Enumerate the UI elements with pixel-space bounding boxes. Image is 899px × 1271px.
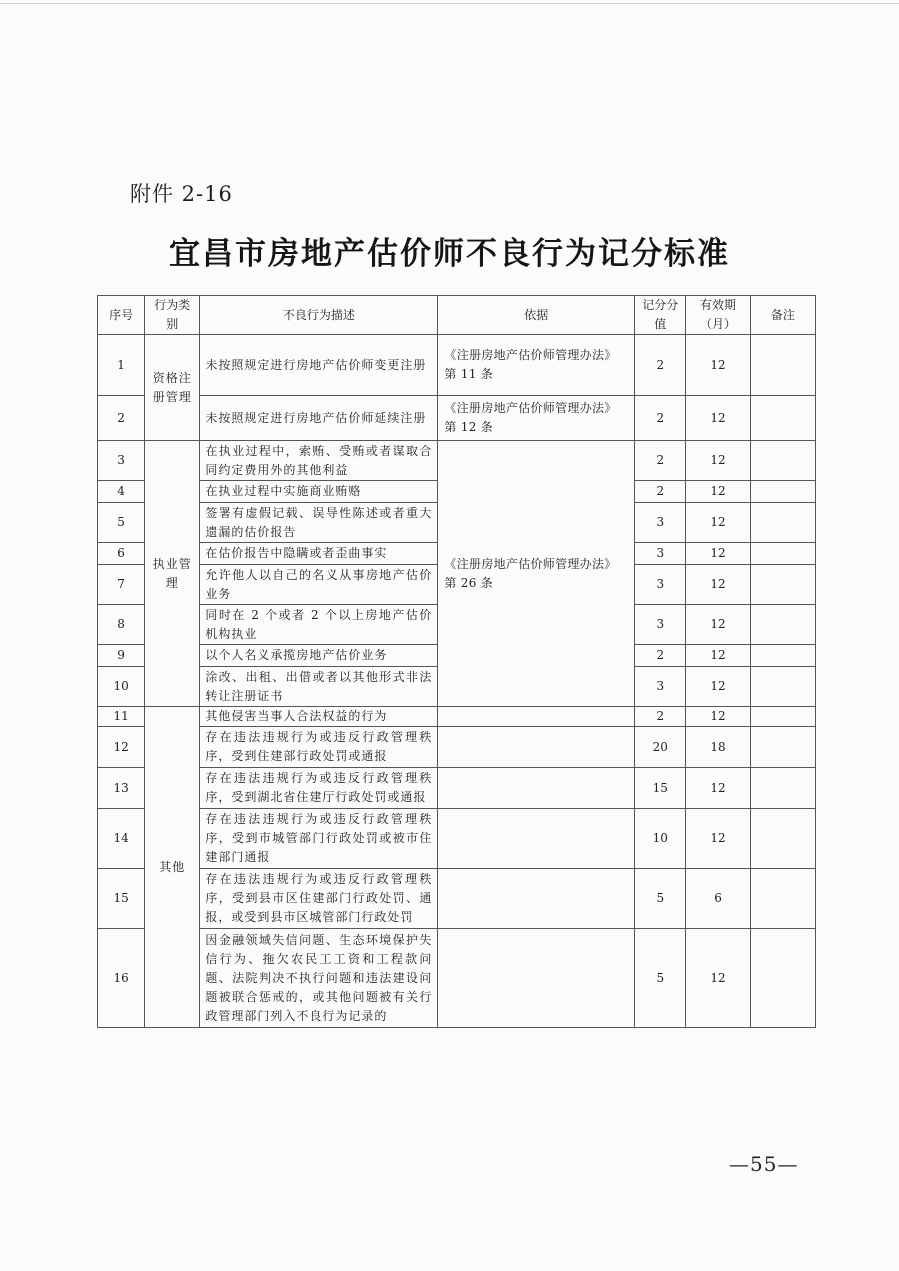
cell-basis: 《注册房地产估价师管理办法》第 11 条 (438, 335, 635, 396)
cell-remarks (750, 503, 815, 543)
cell-description: 以个人名义承揽房地产估价业务 (200, 645, 438, 667)
cell-validity: 12 (686, 543, 750, 565)
cell-basis (438, 707, 635, 727)
cell-description: 未按照规定进行房地产估价师延续注册 (200, 396, 438, 441)
cell-description: 存在违法违规行为或违反行政管理秩序，受到市城管部门行政处罚或被市住建部门通报 (200, 809, 438, 869)
cell-seq: 12 (98, 727, 145, 768)
cell-validity: 12 (686, 809, 750, 869)
table-row (98, 396, 816, 441)
cell-remarks (750, 565, 815, 605)
cell-points: 3 (635, 605, 686, 645)
cell-basis-art26: 《注册房地产估价师管理办法》第 26 条 (438, 441, 635, 707)
table-row (98, 707, 816, 727)
cell-description: 同时在 2 个或者 2 个以上房地产估价机构执业 (200, 605, 438, 645)
cell-points: 2 (635, 645, 686, 667)
cell-validity: 12 (686, 335, 750, 396)
cell-points: 2 (635, 335, 686, 396)
cell-description: 涂改、出租、出借或者以其他形式非法转让注册证书 (200, 667, 438, 707)
header-points: 记分分值 (635, 296, 686, 335)
table-row (98, 929, 816, 1028)
cell-remarks (750, 809, 815, 869)
cell-description: 在执业过程中实施商业贿赂 (200, 481, 438, 503)
table-row (98, 335, 816, 396)
cell-seq: 16 (98, 929, 145, 1028)
cell-basis (438, 929, 635, 1028)
cell-description: 允许他人以自己的名义从事房地产估价业务 (200, 565, 438, 605)
cell-description: 在执业过程中，索贿、受贿或者谋取合同约定费用外的其他利益 (200, 441, 438, 481)
cell-seq: 1 (98, 335, 145, 396)
cell-category-registration: 资格注册管理 (145, 335, 200, 441)
cell-validity: 12 (686, 768, 750, 809)
cell-seq: 14 (98, 809, 145, 869)
cell-remarks (750, 929, 815, 1028)
table-row (98, 869, 816, 929)
cell-basis (438, 869, 635, 929)
cell-points: 3 (635, 543, 686, 565)
cell-seq: 4 (98, 481, 145, 503)
cell-seq: 2 (98, 396, 145, 441)
page-number: —55— (729, 1152, 799, 1176)
cell-remarks (750, 605, 815, 645)
cell-validity: 12 (686, 441, 750, 481)
cell-remarks (750, 707, 815, 727)
cell-description: 未按照规定进行房地产估价师变更注册 (200, 335, 438, 396)
cell-seq: 10 (98, 667, 145, 707)
table-row (98, 768, 816, 809)
cell-description: 存在违法违规行为或违反行政管理秩序，受到住建部行政处罚或通报 (200, 727, 438, 768)
cell-seq: 11 (98, 707, 145, 727)
cell-validity: 6 (686, 869, 750, 929)
cell-remarks (750, 869, 815, 929)
cell-seq: 7 (98, 565, 145, 605)
cell-points: 2 (635, 707, 686, 727)
cell-category-other: 其他 (145, 707, 200, 1028)
cell-points: 3 (635, 667, 686, 707)
cell-points: 15 (635, 768, 686, 809)
table-header-row (98, 296, 816, 335)
cell-seq: 15 (98, 869, 145, 929)
table-row (98, 809, 816, 869)
cell-description: 签署有虚假记载、误导性陈述或者重大遗漏的估价报告 (200, 503, 438, 543)
cell-remarks (750, 768, 815, 809)
cell-remarks (750, 727, 815, 768)
cell-points: 5 (635, 929, 686, 1028)
cell-remarks (750, 645, 815, 667)
cell-validity: 12 (686, 645, 750, 667)
cell-remarks (750, 335, 815, 396)
header-basis: 依据 (438, 296, 635, 335)
header-category: 行为类别 (145, 296, 200, 335)
cell-points: 20 (635, 727, 686, 768)
cell-points: 5 (635, 869, 686, 929)
page-top-edge (0, 3, 899, 4)
cell-validity: 12 (686, 481, 750, 503)
cell-basis (438, 809, 635, 869)
cell-validity: 12 (686, 503, 750, 543)
cell-basis (438, 727, 635, 768)
cell-seq: 6 (98, 543, 145, 565)
cell-remarks (750, 667, 815, 707)
cell-seq: 8 (98, 605, 145, 645)
cell-points: 10 (635, 809, 686, 869)
attachment-label: 附件 2-16 (130, 182, 233, 206)
cell-description: 存在违法违规行为或违反行政管理秩序，受到县市区住建部门行政处罚、通报，或受到县市区城管部门行政处罚 (200, 869, 438, 929)
cell-seq: 5 (98, 503, 145, 543)
scoring-standards-table (97, 295, 816, 1028)
cell-description: 在估价报告中隐瞒或者歪曲事实 (200, 543, 438, 565)
cell-seq: 13 (98, 768, 145, 809)
cell-seq: 3 (98, 441, 145, 481)
cell-basis (438, 768, 635, 809)
table-row (98, 727, 816, 768)
table-row (98, 441, 816, 481)
cell-seq: 9 (98, 645, 145, 667)
cell-points: 2 (635, 481, 686, 503)
cell-validity: 12 (686, 667, 750, 707)
cell-description: 其他侵害当事人合法权益的行为 (200, 707, 438, 727)
cell-remarks (750, 543, 815, 565)
header-remarks: 备注 (750, 296, 815, 335)
cell-remarks (750, 396, 815, 441)
cell-remarks (750, 441, 815, 481)
header-seq: 序号 (98, 296, 145, 335)
cell-description: 因金融领域失信问题、生态环境保护失信行为、拖欠农民工工资和工程款问题、法院判决不执行问题和违法建设问题被联合惩戒的，或其他问题被有关行政管理部门列入不良行为记录的 (200, 929, 438, 1028)
cell-validity: 12 (686, 565, 750, 605)
cell-points: 3 (635, 565, 686, 605)
document-title: 宜昌市房地产估价师不良行为记分标准 (169, 236, 730, 272)
header-description: 不良行为描述 (200, 296, 438, 335)
cell-points: 2 (635, 396, 686, 441)
cell-validity: 18 (686, 727, 750, 768)
cell-category-practice: 执业管理 (145, 441, 200, 707)
cell-points: 3 (635, 503, 686, 543)
cell-validity: 12 (686, 396, 750, 441)
cell-validity: 12 (686, 929, 750, 1028)
header-validity: 有效期（月） (686, 296, 750, 335)
cell-points: 2 (635, 441, 686, 481)
cell-remarks (750, 481, 815, 503)
cell-description: 存在违法违规行为或违反行政管理秩序，受到湖北省住建厅行政处罚或通报 (200, 768, 438, 809)
cell-validity: 12 (686, 605, 750, 645)
cell-basis: 《注册房地产估价师管理办法》第 12 条 (438, 396, 635, 441)
cell-validity: 12 (686, 707, 750, 727)
